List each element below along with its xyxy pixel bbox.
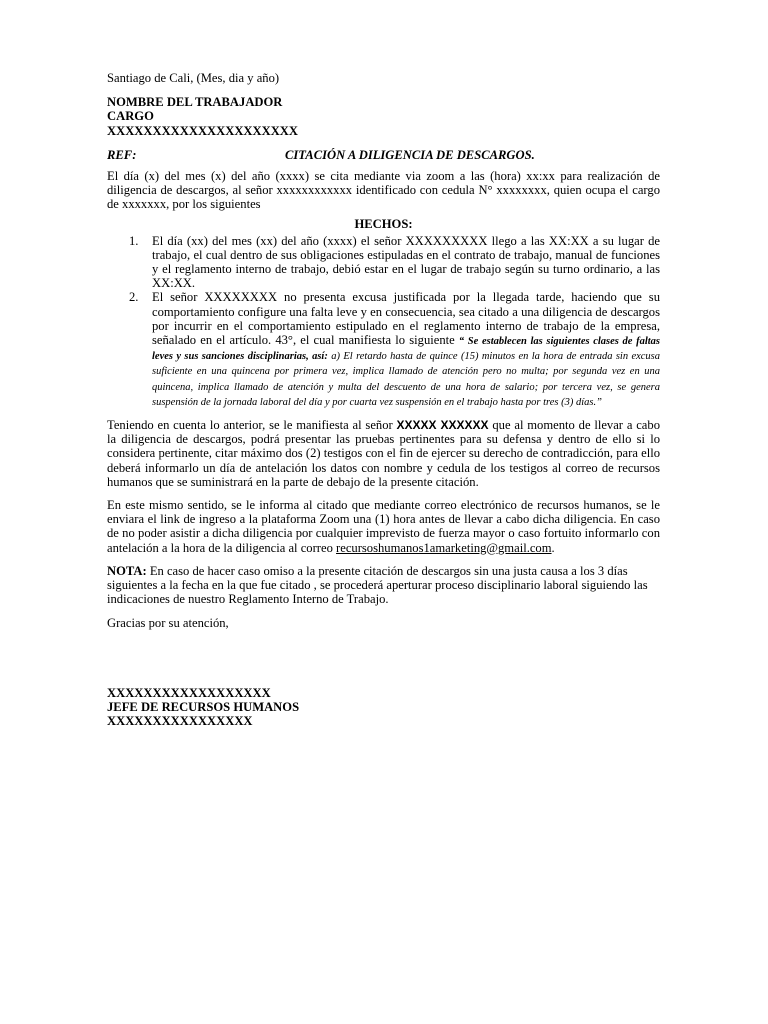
- intro-paragraph: El día (x) del mes (x) del año (xxxx) se cita mediante via zoom a las (hora) xx:xx para realización de diligencia de descargos, al señor xxxxxxxxxxxx identificado con cedula N° xxxxxxxx, quien ocupa el cargo de xxxxxxx, por los siguientes: [107, 168, 660, 212]
- hr-email-link[interactable]: recursoshumanos1amarketing@gmail.com: [336, 540, 552, 555]
- letter-body: [107, 71, 660, 728]
- recipient-cargo: CARGO: [107, 109, 154, 124]
- note-paragraph: [107, 564, 660, 607]
- zoom-paragraph-end: .: [551, 540, 555, 555]
- reference-line: [107, 148, 660, 164]
- signature-id: XXXXXXXXXXXXXXXX: [107, 714, 253, 729]
- rights-paragraph-start: Teniendo en cuenta lo anterior, se le manifiesta al señor: [107, 418, 393, 433]
- dateline: Santiago de Cali, (Mes, dia y año): [107, 71, 280, 85]
- rights-paragraph: [107, 418, 660, 489]
- list-item: [107, 290, 660, 409]
- hechos-heading: HECHOS:: [354, 217, 413, 232]
- article-quote-text: a) El retardo hasta de quince (15) minutos en la hora de entrada sin excusa suficiente en una quincena por primera vez, implica llamado de atención pero no multa; por segunda vez en una quincena, implica llamado de atención y multa del descuento de una hora de salario; por tercera vez, se genera suspensión de la jornada laboral del día y por cuarta vez suspensión en el trabajo hasta por tres (3) días.”: [152, 351, 661, 408]
- ref-label: REF:: [107, 147, 137, 162]
- article-quote-intro: “ Se establecen las siguientes clases de faltas leves y sus sanciones disciplinarias, así:: [152, 336, 660, 363]
- note-text: En caso de hacer caso omiso a la presente citación de descargos sin una justa causa a los 3 días siguientes a la fecha en la que fue citado , se procederá aperturar proceso disciplinario laboral siguiendo las indicaciones de nuestro Reglamento Interno de Trabajo.: [107, 563, 648, 607]
- zoom-paragraph: [107, 498, 660, 555]
- list-item-text: El señor XXXXXXXX no presenta excusa justificada por la llegada tarde, haciendo que su comportamiento configure una falta leve y en consecuencia, sea citado a una diligencia de descargos por incurrir en el comportamiento estipulado en el reglamento interno de trabajo de la empresa, señalado en el artículo. 43°, el cual manifiesta lo siguiente: [152, 290, 660, 348]
- signature-title: JEFE DE RECURSOS HUMANOS: [107, 699, 300, 714]
- recipient-name: NOMBRE DEL TRABAJADOR: [107, 95, 283, 110]
- list-item-number: 1.: [129, 233, 139, 248]
- signature-block: [107, 686, 660, 729]
- recipient-id: XXXXXXXXXXXXXXXXXXXXX: [107, 123, 298, 138]
- signature-name: XXXXXXXXXXXXXXXXXX: [107, 685, 271, 700]
- list-item: [107, 234, 660, 291]
- list-item-text: El día (xx) del mes (xx) del año (xxxx) el señor XXXXXXXXX llego a las XX:XX a su lugar de trabajo, el cual dentro de sus obligaciones estipuladas en el contrato de trabajo, manual de funciones y el reglamento interno de trabajo, debió estar en el lugar de trabajo según su turno ordinario, a las XX:XX.: [152, 233, 660, 291]
- note-label: NOTA:: [107, 563, 147, 578]
- list-item-number: 2.: [129, 290, 139, 305]
- ref-subject: CITACIÓN A DILIGENCIA DE DESCARGOS.: [285, 147, 535, 162]
- closing-line: Gracias por su atención,: [107, 615, 229, 630]
- rights-paragraph-end: que al momento de llevar a cabo la diligencia de descargos, podrá presentar las pruebas pertinentes para su defensa y dentro de ello si lo considera pertinente, citar máximo dos (2) testigos con el fin de ejercer su derecho de contradicción, para ello deberá informarlo un día de antelación los datos con nombre y cedula de los testigos al correo de recursos humanos que se suministrará en la parte de debajo de la presente citación.: [107, 418, 660, 489]
- hechos-list: [107, 234, 660, 409]
- worker-name: XXXXX XXXXXX: [396, 418, 489, 433]
- zoom-paragraph-text: En este mismo sentido, se le informa al citado que mediante correo electrónico de recursos humanos, se le enviara el link de ingreso a la plataforma Zoom una (1) hora antes de llevar a cabo dicha diligencia. En caso de no poder asistir a dicha diligencia por cualquier imprevisto de fuerza mayor o caso fortuito informarlo con antelación a la hora de la diligencia al correo: [107, 498, 660, 555]
